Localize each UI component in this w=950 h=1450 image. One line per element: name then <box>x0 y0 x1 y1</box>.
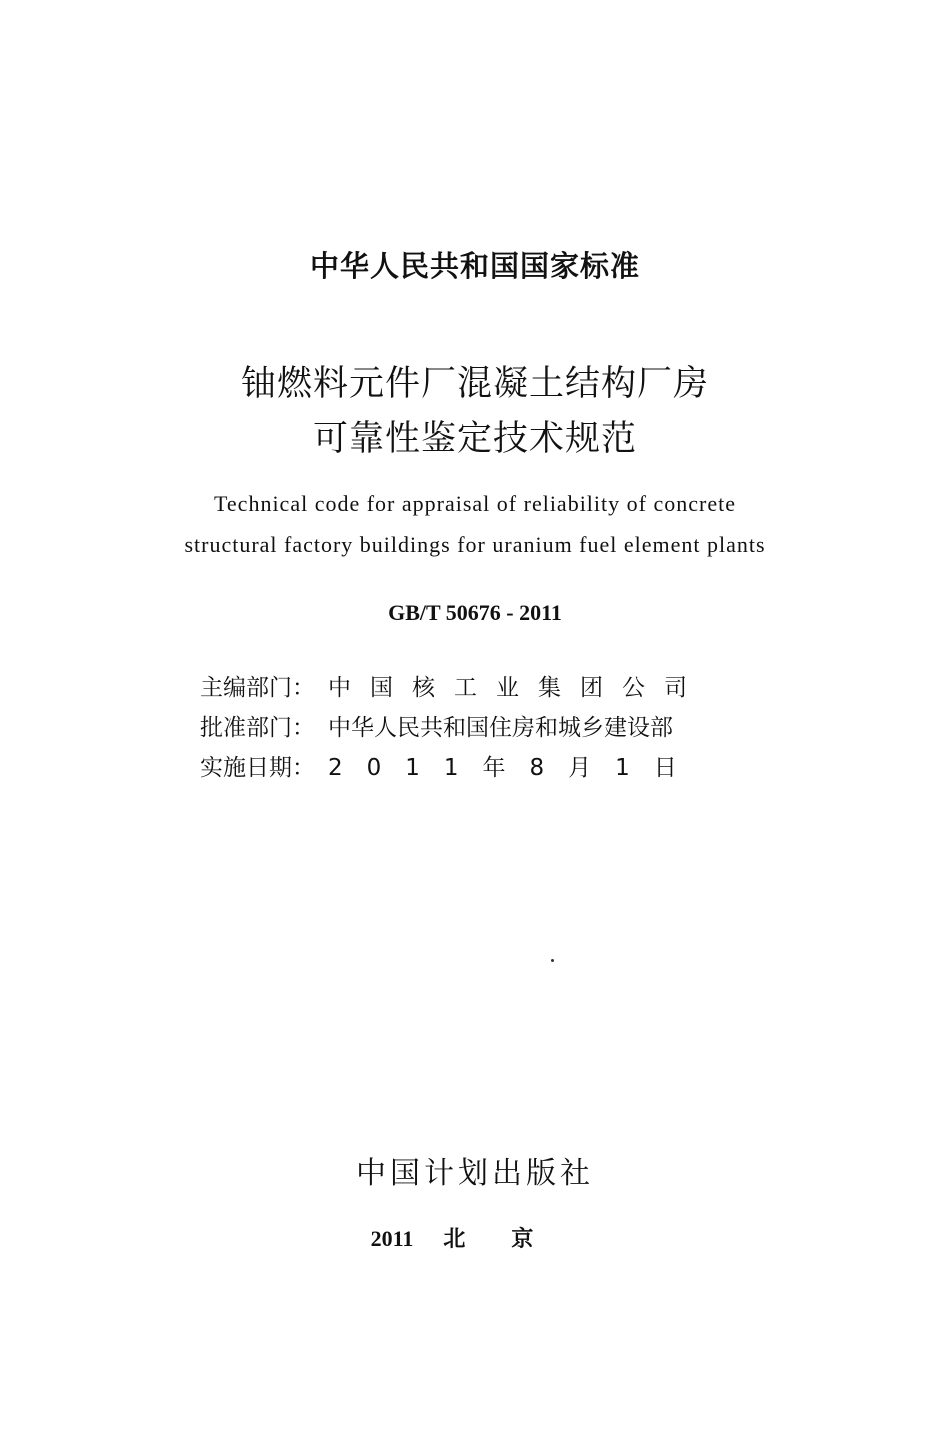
chief-editor-label: 主编部门： <box>200 674 315 701</box>
info-block <box>200 665 740 785</box>
title-cn-line2: 可靠性鉴定技术规范 <box>312 419 637 459</box>
chief-editor-row <box>200 665 740 705</box>
standard-code: GB/T 50676 - 2011 <box>388 600 562 625</box>
approval-row <box>200 705 740 745</box>
publisher-name: 中国计划出版社 <box>356 1156 594 1191</box>
title-en-line1: Technical code for appraisal of reliability of concrete <box>214 491 736 516</box>
title-en-line2: structural factory buildings for uranium fuel element plants <box>184 532 766 557</box>
approval-value: 中华人民共和国住房和城乡建设部 <box>328 714 673 741</box>
effective-date-row <box>200 745 740 785</box>
chief-editor-value: 中国核工业集团公司 <box>328 674 706 701</box>
title-cn-line1: 铀燃料元件厂混凝土结构厂房 <box>240 364 709 404</box>
publication-year: 2011 <box>370 1226 414 1251</box>
publication-city: 北京 <box>443 1227 580 1252</box>
effective-date-label: 实施日期： <box>200 754 315 781</box>
effective-date-value: 2011年8月1日 <box>328 754 701 781</box>
scan-speck <box>551 959 554 962</box>
publication-place-line <box>0 1222 950 1253</box>
standard-type-heading: 中华人民共和国国家标准 <box>309 249 640 283</box>
approval-label: 批准部门： <box>200 714 315 741</box>
